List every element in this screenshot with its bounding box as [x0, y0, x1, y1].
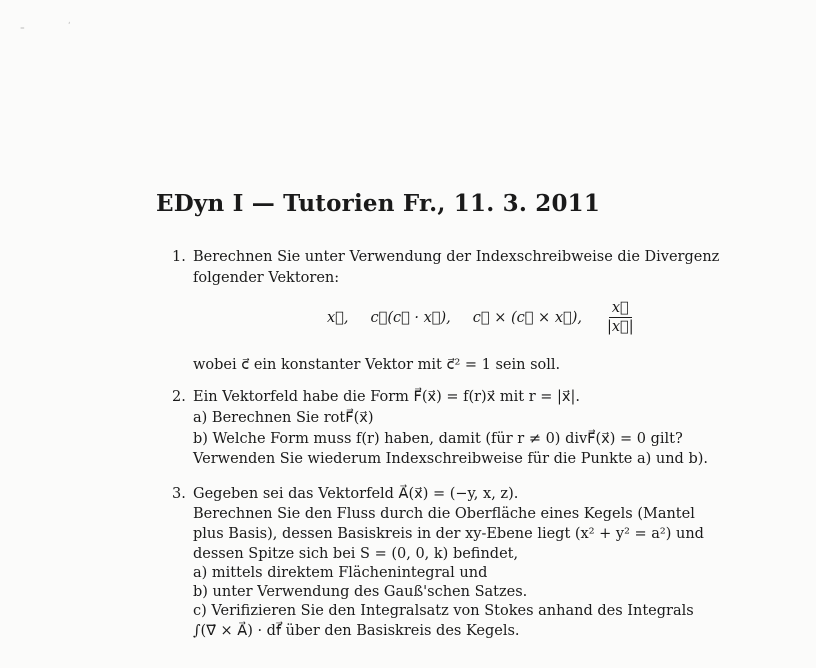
problem-1-line: folgender Vektoren: [193, 270, 340, 286]
problem-2-number: 2. [172, 389, 186, 405]
fraction [604, 300, 637, 335]
formula-item: c⃗ × (c⃗ × x⃗), [472, 309, 582, 326]
problem-3-line: dessen Spitze sich bei S = (0, 0, k) befindet, [193, 546, 519, 562]
problem-2-line: Ein Vektorfeld habe die Form F⃗(x⃗) = f(r)x⃗ mit r = |x⃗|. [193, 389, 580, 405]
problem-1-number: 1. [172, 249, 186, 265]
problem-3-line: plus Basis), dessen Basiskreis in der xy-Ebene liegt (x² + y² = a²) und [193, 526, 704, 542]
scan-mark-left: ⁼ [20, 26, 25, 36]
problem-3-line: Gegeben sei das Vektorfeld A⃗(x⃗) = (−y, x, z). [193, 486, 519, 502]
problem-3-line: b) unter Verwendung des Gauß'schen Satzes. [193, 584, 528, 600]
problem-1-after: wobei c⃗ ein konstanter Vektor mit c⃗² = 1 sein soll. [193, 357, 561, 373]
problem-3-line: Berechnen Sie den Fluss durch die Oberfläche eines Kegels (Mantel [193, 506, 695, 522]
problem-3-line: a) mittels direktem Flächenintegral und [193, 565, 488, 581]
scan-mark-right: ʹ [68, 22, 71, 32]
problem-3-line: ∫(∇⃗ × A⃗) · df⃗ über den Basiskreis des Kegels. [193, 623, 520, 639]
vector-list-formula [327, 300, 637, 335]
page-title: EDyn I — Tutorien Fr., 11. 3. 2011 [156, 190, 601, 217]
problem-2-line: a) Berechnen Sie rotF⃗(x⃗) [193, 410, 374, 426]
problem-2-line: b) Welche Form muss f(r) haben, damit (für r ≠ 0) divF⃗(x⃗) = 0 gilt? [193, 431, 683, 447]
problem-2-line: Verwenden Sie wiederum Indexschreibweise für die Punkte a) und b). [193, 451, 708, 467]
fraction-numerator: x⃗ [609, 300, 632, 318]
fraction-denominator: |x⃗| [606, 319, 634, 335]
formula-item: c⃗(c⃗ · x⃗), [370, 309, 451, 326]
problem-3-line: c) Verifizieren Sie den Integralsatz von Stokes anhand des Integrals [193, 603, 694, 619]
formula-item: x⃗, [327, 309, 349, 326]
problem-3-number: 3. [172, 486, 186, 502]
problem-1-line: Berechnen Sie unter Verwendung der Indexschreibweise die Divergenz [193, 249, 720, 265]
